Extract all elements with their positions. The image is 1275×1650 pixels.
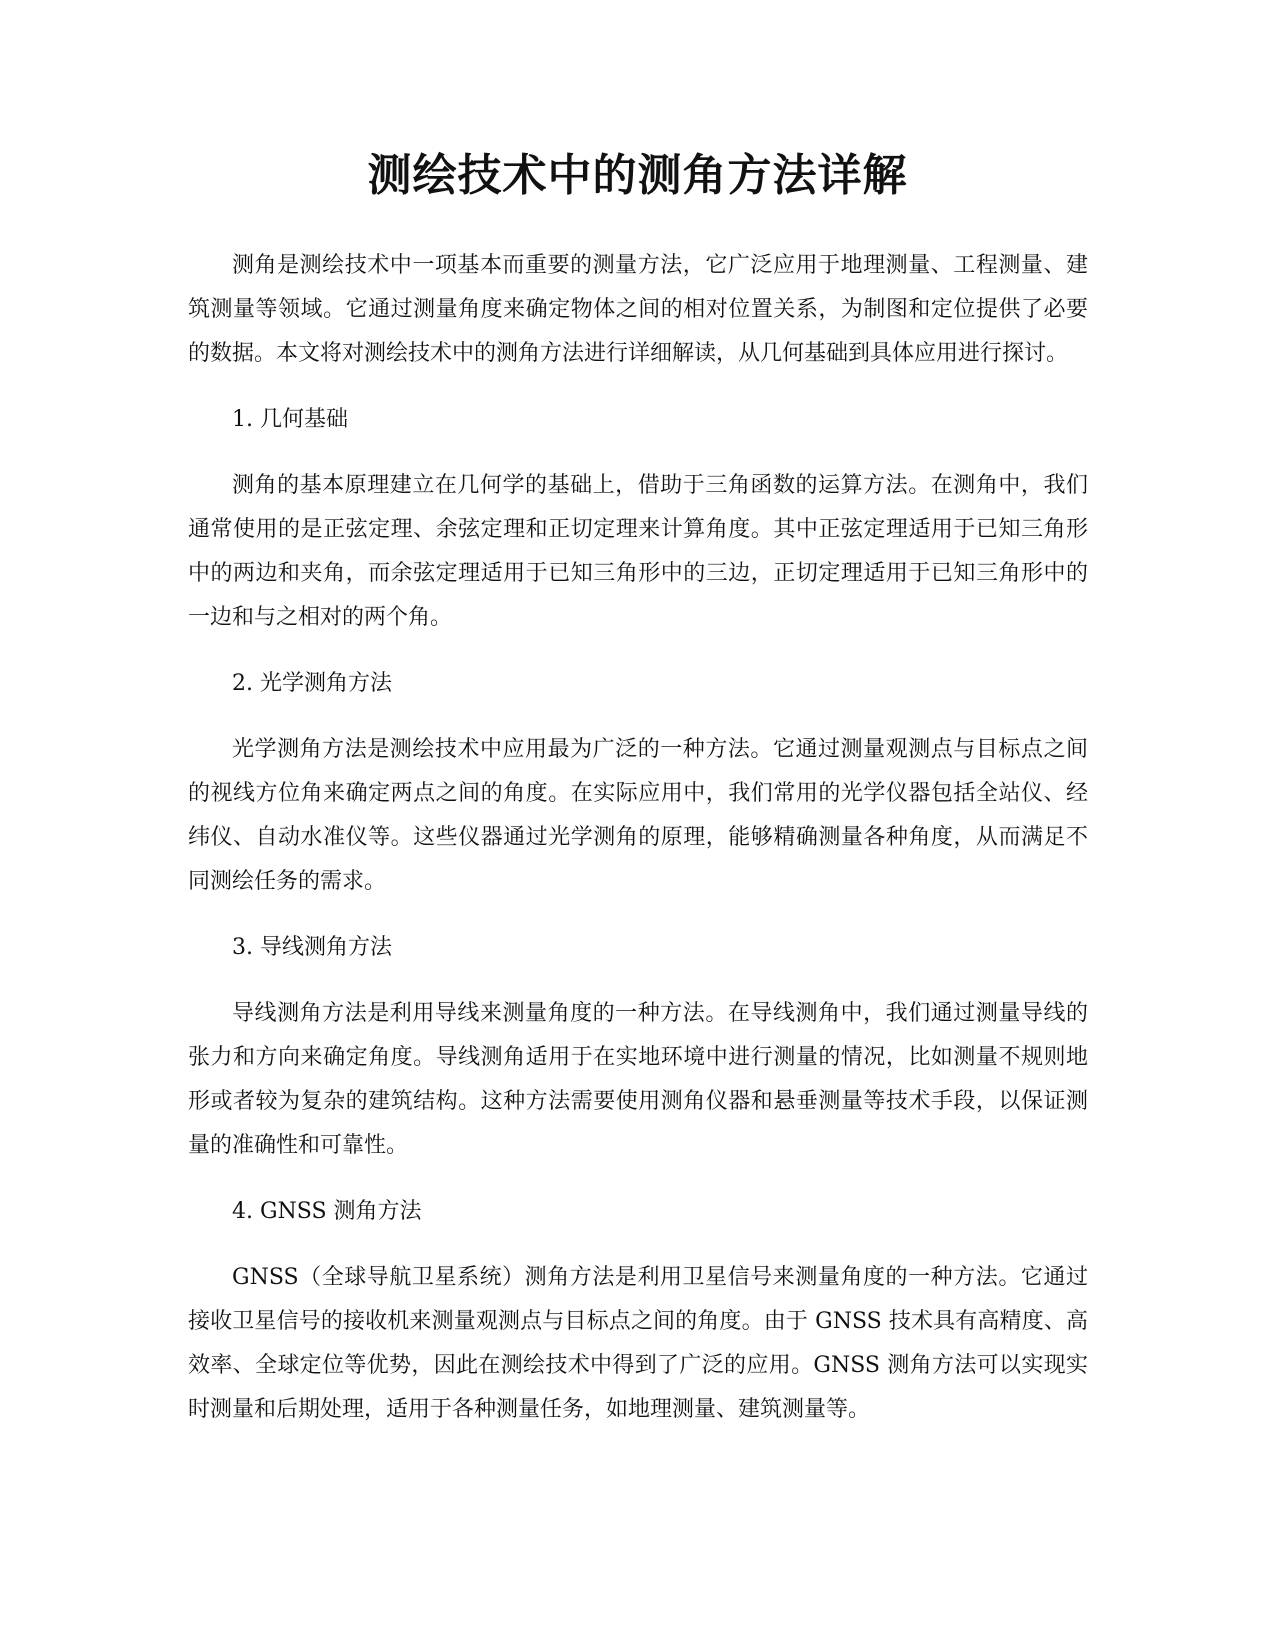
section-heading-gnss: 4. GNSS 测角方法: [232, 1199, 422, 1224]
intro-paragraph: 测角是测绘技术中一项基本而重要的测量方法，它广泛应用于地理测量、工程测量、建筑测量等领域。它通过测量角度来确定物体之间的相对位置关系，为制图和定位提供了必要的数据。本文将对测绘技术中的测角方法进行详细解读，从几何基础到具体应用进行探讨。: [188, 253, 1088, 366]
section-body-gnss: GNSS（全球导航卫星系统）测角方法是利用卫星信号来测量角度的一种方法。它通过接收卫星信号的接收机来测量观测点与目标点之间的角度。由于 GNSS 技术具有高精度、高效率、全球定位等优势，因此在测绘技术中得到了广泛的应用。GNSS 测角方法可以实现实时测量和后期处理，适用于各种测量任务，如地理测量、建筑测量等。: [188, 1265, 1088, 1422]
document-title: 测绘技术中的测角方法详解: [367, 150, 908, 201]
section-body-optical: 光学测角方法是测绘技术中应用最为广泛的一种方法。它通过测量观测点与目标点之间的视线方位角来确定两点之间的角度。在实际应用中，我们常用的光学仪器包括全站仪、经纬仪、自动水准仪等。这些仪器通过光学测角的原理，能够精确测量各种角度，从而满足不同测绘任务的需求。: [188, 737, 1088, 894]
section-heading-optical: 2. 光学测角方法: [232, 671, 392, 696]
document-body: [188, 244, 1088, 1432]
section-heading-traverse: 3. 导线测角方法: [232, 935, 392, 960]
section-body-geometry: 测角的基本原理建立在几何学的基础上，借助于三角函数的运算方法。在测角中，我们通常使用的是正弦定理、余弦定理和正切定理来计算角度。其中正弦定理适用于已知三角形中的两边和夹角，而余弦定理适用于已知三角形中的三边，正切定理适用于已知三角形中的一边和与之相对的两个角。: [188, 473, 1088, 630]
section-heading-geometry: 1. 几何基础: [232, 407, 348, 432]
section-body-traverse: 导线测角方法是利用导线来测量角度的一种方法。在导线测角中，我们通过测量导线的张力和方向来确定角度。导线测角适用于在实地环境中进行测量的情况，比如测量不规则地形或者较为复杂的建筑结构。这种方法需要使用测角仪器和悬垂测量等技术手段，以保证测量的准确性和可靠性。: [188, 1001, 1088, 1158]
